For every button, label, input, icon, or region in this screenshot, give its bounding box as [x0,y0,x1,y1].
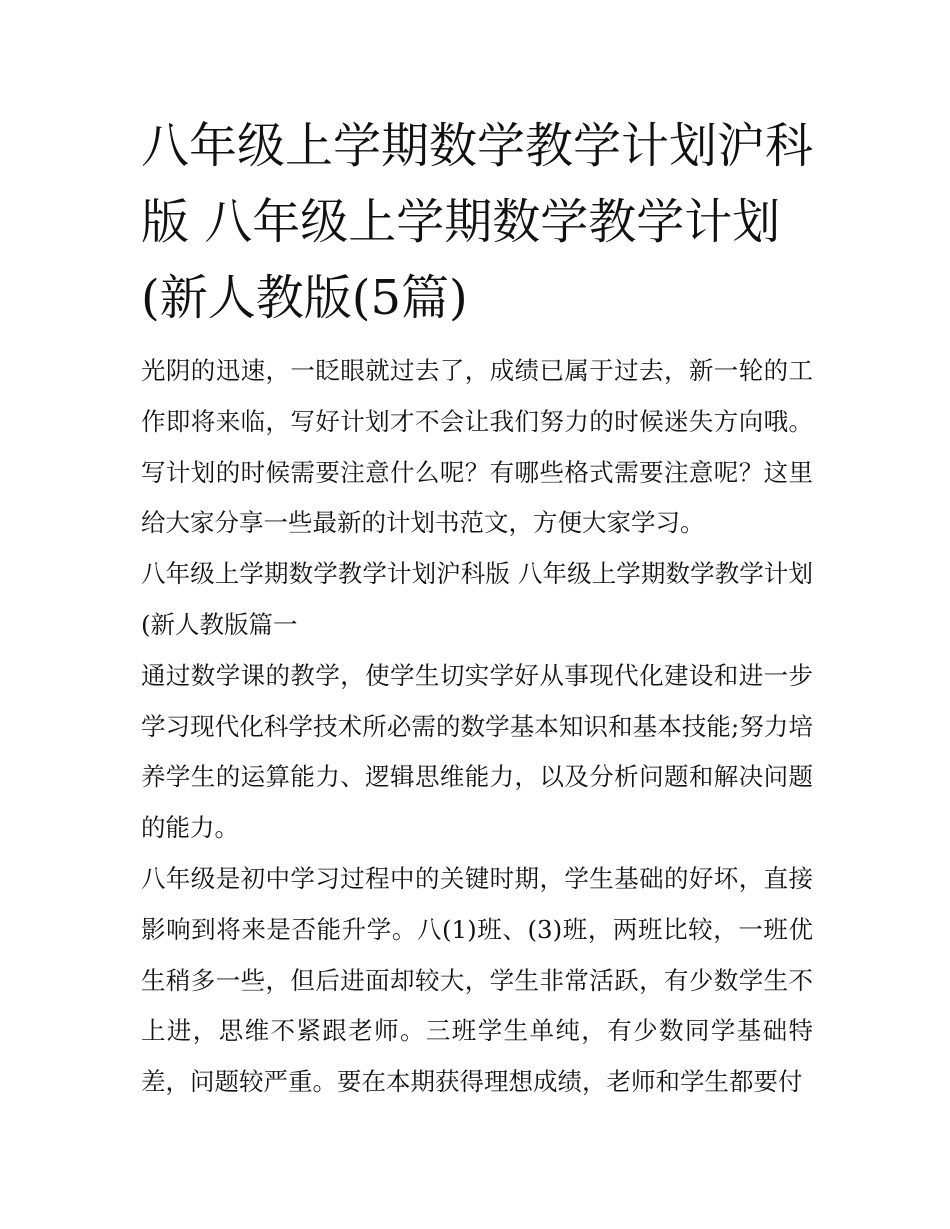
paragraph-class-analysis: 八年级是初中学习过程中的关键时期，学生基础的好坏，直接影响到将来是否能升学。八(1)班、(3)班，两班比较，一班优生稍多一些，但后进面却较大，学生非常活跃，有少数学生不上进，思维不紧跟老师。三班学生单纯，有少数同学基础特差，问题较严重。要在本期获得理想成绩，老师和学生都要付 [141,863,813,1097]
document-body [141,108,813,1108]
paragraph-section-heading: 八年级上学期数学教学计划沪科版 八年级上学期数学教学计划(新人教版篇一 [141,559,813,639]
paragraph-goals: 通过数学课的教学，使学生切实学好从事现代化建设和进一步学习现代化科学技术所必需的数学基本知识和基本技能;努力培养学生的运算能力、逻辑思维能力，以及分析问题和解决问题的能力。 [141,660,813,843]
paragraph-intro: 光阴的迅速，一眨眼就过去了，成绩已属于过去，新一轮的工作即将来临，写好计划才不会让我们努力的时候迷失方向哦。写计划的时候需要注意什么呢？有哪些格式需要注意呢？这里给大家分享一些最新的计划书范文，方便大家学习。 [141,356,813,538]
title-spacer [141,336,813,346]
document-title: 八年级上学期数学教学计划沪科版 八年级上学期数学教学计划(新人教版(5篇) [141,118,814,326]
